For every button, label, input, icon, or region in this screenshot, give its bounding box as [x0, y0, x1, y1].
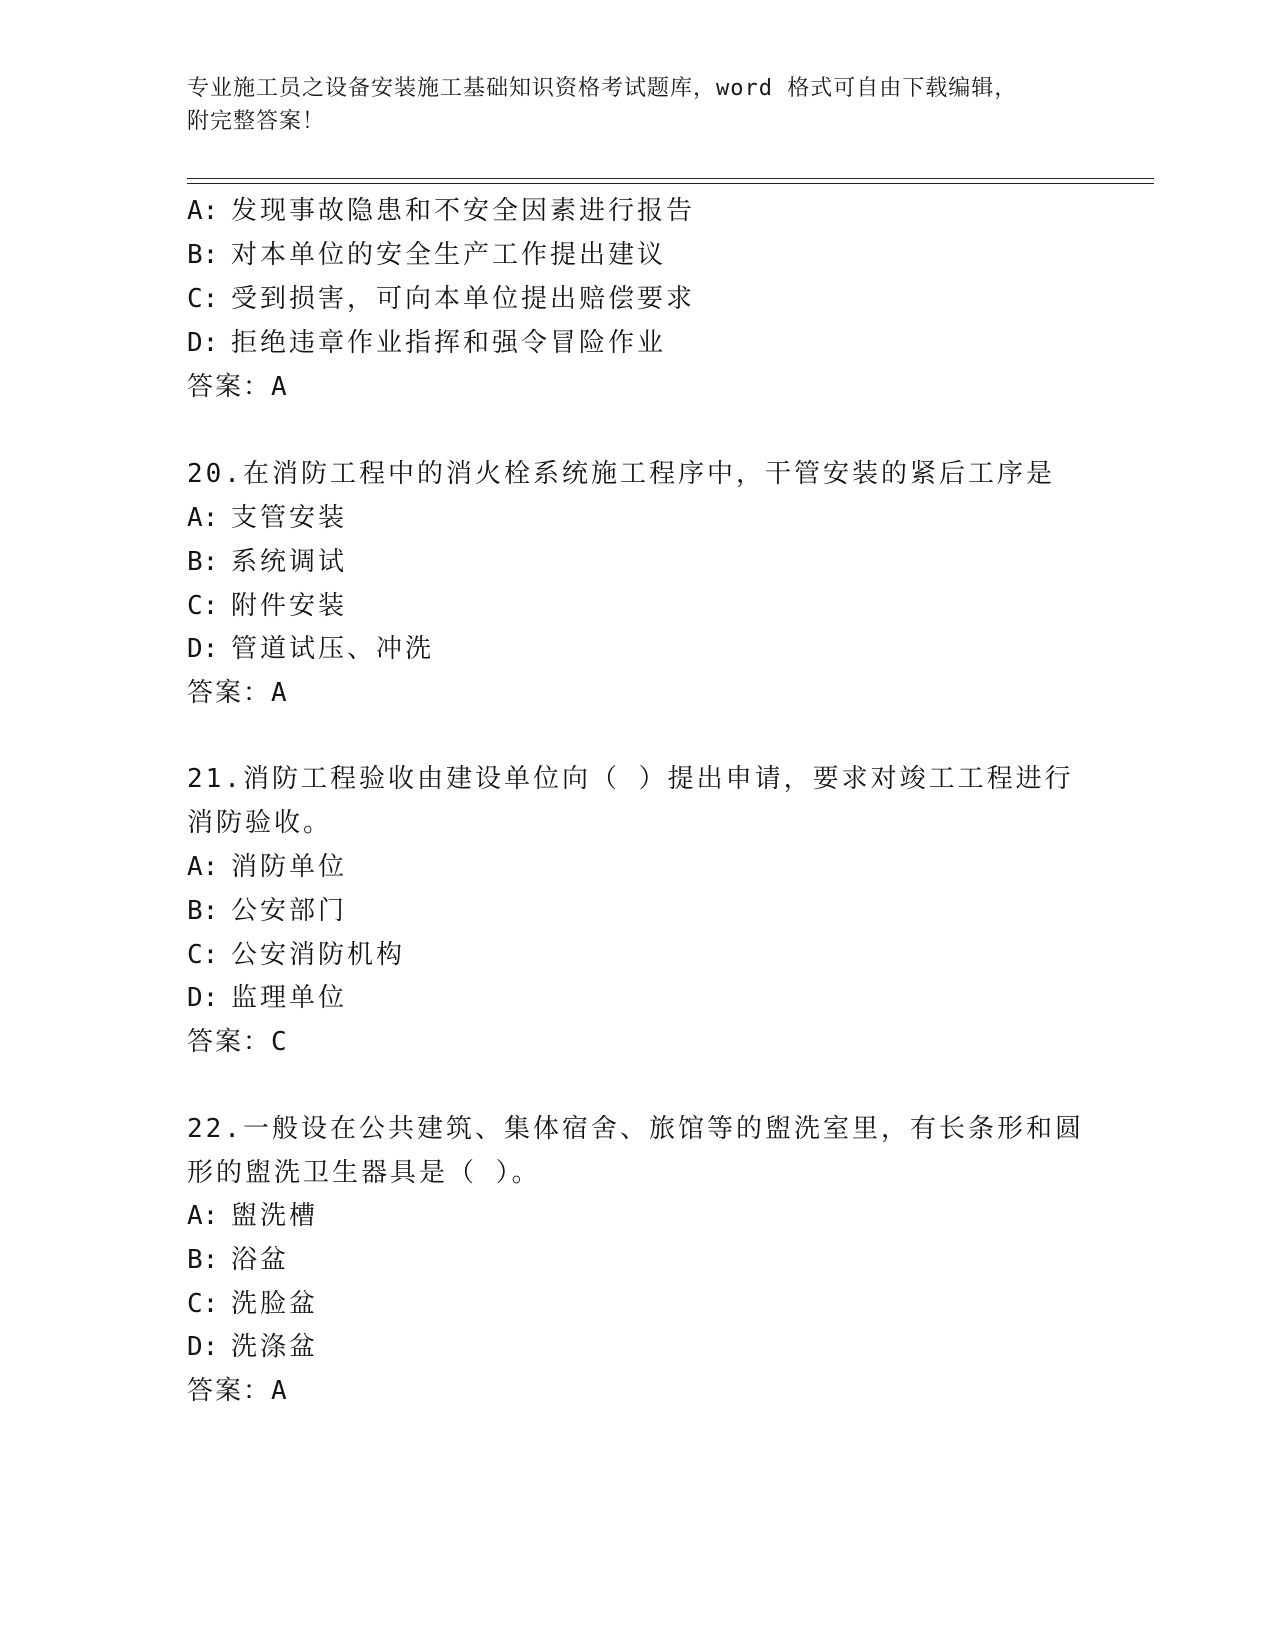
answer-label: 答案：: [187, 1027, 272, 1057]
answer-label: 答案：: [187, 1376, 272, 1406]
answer-value: A: [271, 678, 290, 708]
q20-option-c: [187, 589, 347, 623]
q22-question-line-2: 形的盥洗卫生器具是（ ）。: [187, 1158, 541, 1188]
q19-option-a: [187, 194, 695, 228]
q22-option-b: [187, 1243, 289, 1277]
option-letter: A:: [187, 1201, 219, 1231]
option-text: 消防单位: [231, 852, 348, 882]
header-line-1: 专业施工员之设备安装施工基础知识资格考试题库，word 格式可自由下载编辑，: [187, 76, 1018, 101]
option-text: 支管安装: [231, 503, 348, 533]
answer-label: 答案：: [187, 372, 272, 402]
option-letter: B:: [187, 240, 219, 270]
q21-option-d: [187, 981, 347, 1015]
header-line-2: 附完整答案！: [187, 109, 326, 134]
q19-option-b: [187, 238, 666, 272]
option-text: 附件安装: [231, 591, 348, 621]
option-text: 系统调试: [231, 547, 348, 577]
q20-question: 20.在消防工程中的消火栓系统施工程序中，干管安装的紧后工序是: [187, 459, 1055, 489]
option-text: 洗脸盆: [231, 1289, 319, 1319]
option-text: 浴盆: [231, 1245, 290, 1275]
document-header: [187, 72, 1067, 138]
option-letter: D:: [187, 328, 219, 358]
q21-option-a: [187, 850, 347, 884]
option-text: 管道试压、冲洗: [231, 634, 435, 664]
q21-question-line-1: 21.消防工程验收由建设单位向（ ）提出申请，要求对竣工工程进行: [187, 764, 1074, 794]
q20-option-a: [187, 501, 347, 535]
q22-option-c: [187, 1287, 318, 1321]
q21-option-c: [187, 938, 405, 972]
option-letter: B:: [187, 547, 219, 577]
option-letter: B:: [187, 896, 219, 926]
option-text: 公安消防机构: [231, 940, 406, 970]
option-letter: C:: [187, 591, 219, 621]
q22-option-a: [187, 1199, 318, 1233]
answer-value: A: [271, 372, 290, 402]
option-letter: C:: [187, 1289, 219, 1319]
option-text: 对本单位的安全生产工作提出建议: [231, 240, 667, 270]
answer-value: C: [271, 1027, 290, 1057]
q19-option-d: [187, 326, 666, 360]
option-letter: B:: [187, 1245, 219, 1275]
q19-answer: [187, 370, 290, 404]
option-text: 发现事故隐患和不安全因素进行报告: [231, 196, 696, 226]
q21-option-b: [187, 894, 347, 928]
q22-answer: [187, 1374, 290, 1408]
option-letter: C:: [187, 284, 219, 314]
option-text: 盥洗槽: [231, 1201, 319, 1231]
option-letter: C:: [187, 940, 219, 970]
option-text: 公安部门: [231, 896, 348, 926]
answer-value: A: [271, 1376, 290, 1406]
option-letter: D:: [187, 983, 219, 1013]
q19-option-c: [187, 282, 695, 316]
header-divider-top: [187, 178, 1154, 179]
q20-option-d: [187, 632, 434, 666]
option-letter: A:: [187, 196, 219, 226]
option-text: 洗涤盆: [231, 1332, 319, 1362]
option-text: 监理单位: [231, 983, 348, 1013]
option-letter: A:: [187, 852, 219, 882]
q20-answer: [187, 676, 290, 710]
option-text: 拒绝违章作业指挥和强令冒险作业: [231, 328, 667, 358]
option-letter: D:: [187, 634, 219, 664]
answer-label: 答案：: [187, 678, 272, 708]
option-text: 受到损害，可向本单位提出赔偿要求: [231, 284, 696, 314]
option-letter: D:: [187, 1332, 219, 1362]
q22-option-d: [187, 1330, 318, 1364]
q22-question-line-1: 22.一般设在公共建筑、集体宿舍、旅馆等的盥洗室里，有长条形和圆: [187, 1114, 1084, 1144]
q21-answer: [187, 1025, 290, 1059]
q20-option-b: [187, 545, 347, 579]
header-divider-bottom: [187, 183, 1154, 184]
q21-question-line-2: 消防验收。: [187, 808, 333, 838]
option-letter: A:: [187, 503, 219, 533]
